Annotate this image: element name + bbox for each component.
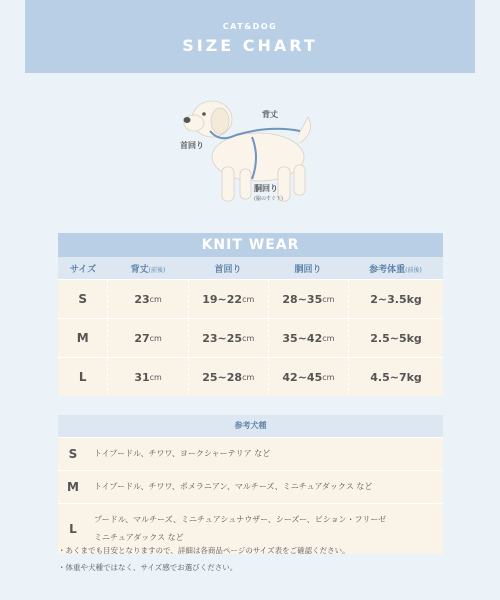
row-neck-value: 19~22 bbox=[202, 292, 243, 306]
knit-wear-size-table bbox=[58, 233, 443, 396]
row-back-value: 27 bbox=[134, 331, 150, 345]
row-neck-value: 25~28 bbox=[202, 370, 243, 384]
size-table-title: KNIT WEAR bbox=[58, 233, 443, 257]
unit: cm bbox=[322, 333, 335, 343]
breed-list bbox=[88, 438, 443, 470]
header-back-label: 背丈 bbox=[130, 264, 149, 275]
size-table-header bbox=[58, 257, 443, 279]
row-back bbox=[107, 280, 187, 318]
header-weight bbox=[348, 262, 443, 275]
breed-size: L bbox=[69, 522, 77, 536]
header-back-note: (前後) bbox=[148, 266, 166, 274]
breed-line: ミニチュアダックス など bbox=[94, 533, 184, 542]
row-chest-value: 28~35 bbox=[282, 292, 323, 306]
breed-size: S bbox=[68, 447, 78, 461]
unit: cm bbox=[322, 372, 335, 382]
table-row bbox=[58, 318, 443, 357]
row-size: M bbox=[76, 331, 89, 345]
row-weight: 4.5~7kg bbox=[348, 358, 443, 396]
breed-line: プードル、マルチーズ、ミニチュアシュナウザー、シーズー、ビション・フリーゼ bbox=[94, 515, 387, 524]
row-back-value: 31 bbox=[134, 370, 150, 384]
header-title: SIZE CHART bbox=[182, 36, 318, 55]
list-item bbox=[58, 470, 443, 503]
neck-label: 首回り bbox=[180, 141, 204, 150]
unit: cm bbox=[322, 294, 335, 304]
row-chest bbox=[268, 280, 348, 318]
breed-table-title: 参考犬種 bbox=[58, 415, 443, 437]
unit: cm bbox=[242, 372, 255, 382]
row-back-value: 23 bbox=[134, 292, 150, 306]
header-size: サイズ bbox=[69, 264, 97, 275]
page-header bbox=[25, 0, 475, 73]
row-chest bbox=[268, 358, 348, 396]
header-neck: 首回り bbox=[214, 264, 242, 275]
footnotes bbox=[58, 542, 350, 576]
chest-label bbox=[254, 183, 283, 202]
row-size: S bbox=[78, 292, 88, 306]
header-back bbox=[108, 262, 188, 275]
footnote: ・体重や犬種ではなく、サイズ感でお選びください。 bbox=[58, 563, 238, 572]
dog-illustration bbox=[170, 95, 330, 215]
unit: cm bbox=[149, 294, 162, 304]
breed-size: M bbox=[67, 480, 79, 494]
chest-label-text: 胴回り bbox=[254, 184, 278, 193]
header-weight-note: (前後) bbox=[405, 266, 422, 274]
unit: cm bbox=[242, 294, 255, 304]
back-length-label: 背丈 bbox=[262, 110, 278, 119]
row-neck-value: 23~25 bbox=[202, 331, 243, 345]
list-item bbox=[58, 437, 443, 470]
row-chest bbox=[268, 319, 348, 357]
breed-list bbox=[88, 471, 443, 503]
row-back bbox=[107, 319, 187, 357]
breed-line: トイプードル、チワワ、ポメラニアン、マルチーズ、ミニチュアダックス など bbox=[94, 482, 373, 491]
row-chest-value: 35~42 bbox=[282, 331, 323, 345]
header-chest: 胴回り bbox=[294, 264, 322, 275]
dog-measurement-illustration bbox=[170, 95, 330, 215]
row-neck bbox=[188, 358, 268, 396]
table-row bbox=[58, 279, 443, 318]
row-size: L bbox=[78, 370, 87, 384]
header-weight-label: 参考体重 bbox=[369, 264, 406, 275]
chest-label-note: (脇のすぐ下) bbox=[254, 196, 283, 202]
breed-line: トイプードル、チワワ、ヨークシャーテリア など bbox=[94, 449, 271, 458]
row-back bbox=[107, 358, 187, 396]
unit: cm bbox=[149, 333, 162, 343]
row-neck bbox=[188, 319, 268, 357]
reference-breed-table bbox=[58, 415, 443, 554]
unit: cm bbox=[242, 333, 255, 343]
footnote: ・あくまでも目安となりますので、詳細は各商品ページのサイズ表をご確認ください。 bbox=[58, 546, 350, 555]
header-subtitle: CAT&DOG bbox=[222, 22, 278, 31]
unit: cm bbox=[149, 372, 162, 382]
row-weight: 2~3.5kg bbox=[348, 280, 443, 318]
row-neck bbox=[188, 280, 268, 318]
row-chest-value: 42~45 bbox=[282, 370, 323, 384]
row-weight: 2.5~5kg bbox=[348, 319, 443, 357]
table-row bbox=[58, 357, 443, 396]
